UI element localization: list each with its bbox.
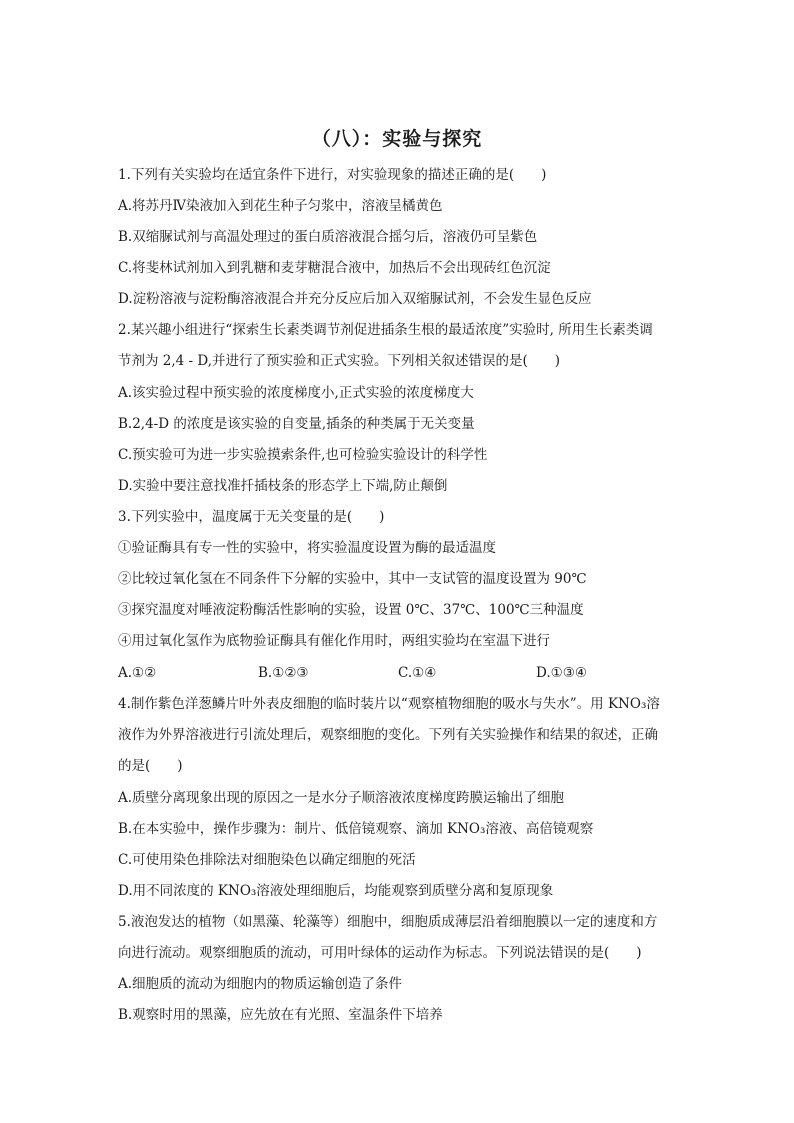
question-2-option-c: C.预实验可为进一步实验摸索条件,也可检验实验设计的科学性: [118, 447, 488, 463]
question-2-stem-line-1: 2.某兴趣小组进行“探索生长素类调节剂促进插条生根的最适浓度”实验时, 所用生长素类调: [118, 322, 653, 338]
question-2-stem-line-2: 节剂为 2,4 - D,并进行了预实验和正式实验。下列相关叙述错误的是( ): [118, 353, 561, 369]
question-3-option-d: D.①③④: [536, 665, 587, 681]
question-1-stem: 1.下列有关实验均在适宜条件下进行，对实验现象的描述正确的是( ): [118, 167, 547, 183]
question-1-option-c: C.将斐林试剂加入到乳糖和麦芽糖混合液中，加热后不会出现砖红色沉淀: [118, 260, 551, 276]
question-5-option-b: B.观察时用的黑藻，应先放在有光照、室温条件下培养: [118, 1007, 443, 1023]
question-4-stem-line-3: 的是( ): [118, 758, 183, 774]
question-3-statement-1: ①验证酶具有专一性的实验中，将实验温度设置为酶的最适温度: [118, 540, 496, 556]
question-4-option-d: D.用不同浓度的 KNO₃溶液处理细胞后，均能观察到质壁分离和复原现象: [118, 883, 554, 899]
question-3-stem: 3.下列实验中，温度属于无关变量的是( ): [118, 509, 385, 525]
question-3-option-a: A.①②: [118, 665, 157, 681]
question-4-stem-line-2: 液作为外界溶液进行引流处理后，观察细胞的变化。下列有关实验操作和结果的叙述，正确: [118, 727, 658, 743]
question-1-option-d: D.淀粉溶液与淀粉酶溶液混合并充分反应后加入双缩脲试剂，不会发生显色反应: [118, 291, 592, 307]
question-3-statement-4: ④用过氧化氢作为底物验证酶具有催化作用时，两组实验均在室温下进行: [118, 633, 550, 649]
question-5-stem-line-2: 向进行流动。观察细胞质的流动，可用叶绿体的运动作为标志。下列说法错误的是( ): [118, 945, 642, 961]
question-5-stem-line-1: 5.液泡发达的植物（如黑藻、轮藻等）细胞中，细胞质成薄层沿着细胞膜以一定的速度和方: [118, 914, 658, 930]
question-5-option-a: A.细胞质的流动为细胞内的物质运输创造了条件: [118, 976, 403, 992]
question-3-statement-2: ②比较过氧化氢在不同条件下分解的实验中，其中一支试管的温度设置为 90℃: [118, 571, 587, 587]
question-3-option-b: B.①②③: [258, 665, 309, 681]
question-3-statement-3: ③探究温度对唾液淀粉酶活性影响的实验，设置 0℃、37℃、100℃三种温度: [118, 602, 584, 618]
question-2-option-d: D.实验中要注意找准扦插枝条的形态学上下端,防止颠倒: [118, 478, 448, 494]
question-4-option-a: A.质壁分离现象出现的原因之一是水分子顺溶液浓度梯度跨膜运输出了细胞: [118, 790, 565, 806]
question-4-stem-line-1: 4.制作紫色洋葱鳞片叶外表皮细胞的临时装片以“观察植物细胞的吸水与失水”。用 KNO₃溶: [118, 696, 660, 712]
question-4-option-c: C.可使用染色排除法对细胞染色以确定细胞的死活: [118, 852, 416, 868]
question-2-option-b: B.2,4-D 的浓度是该实验的自变量,插条的种类属于无关变量: [118, 416, 475, 432]
question-2-option-a: A.该实验过程中预实验的浓度梯度小,正式实验的浓度梯度大: [118, 385, 474, 401]
question-1-option-a: A.将苏丹Ⅳ染液加入到花生种子匀浆中，溶液呈橘黄色: [118, 198, 443, 214]
question-1-option-b: B.双缩脲试剂与高温处理过的蛋白质溶液混合摇匀后，溶液仍可呈紫色: [118, 229, 538, 245]
question-4-option-b: B.在本实验中，操作步骤为：制片、低倍镜观察、滴加 KNO₃溶液、高倍镜观察: [118, 821, 594, 837]
document-title: （八）：实验与探究: [311, 128, 483, 150]
question-3-option-c: C.①④: [398, 665, 437, 681]
